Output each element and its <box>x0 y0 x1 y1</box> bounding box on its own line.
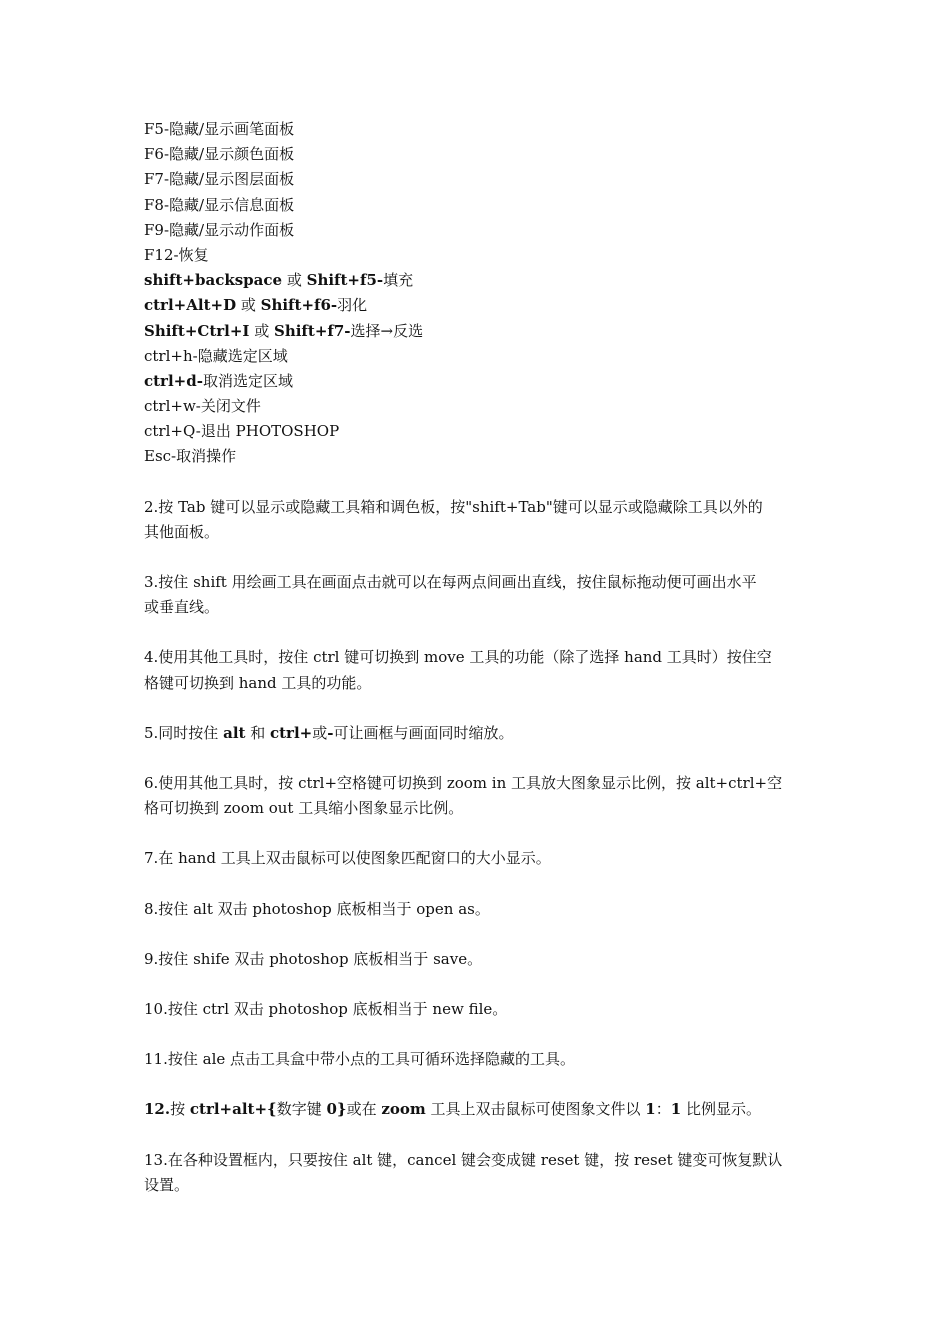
bold-text: Shift+f5- <box>306 271 384 290</box>
text-run: 或 <box>282 271 307 290</box>
shortcut-line <box>144 444 809 469</box>
text-run: F6-隐藏/显示颜色面板 <box>144 145 295 164</box>
text-run: F8-隐藏/显示信息面板 <box>144 195 295 214</box>
text-run: 7.在 hand 工具上双击鼠标可以使图象匹配窗口的大小显示。 <box>144 849 551 868</box>
text-run: 取消选定区域 <box>202 371 293 390</box>
text-run: 格键可切换到 hand 工具的功能。 <box>144 673 372 692</box>
text-run: 工具上双击鼠标可使图象文件以 <box>425 1100 646 1119</box>
text-run: 或 <box>312 723 328 742</box>
text-run: F9-隐藏/显示动作面板 <box>144 220 295 239</box>
tip-paragraph <box>144 495 809 545</box>
text-run: 羽化 <box>337 296 368 315</box>
shortcut-line <box>144 394 809 419</box>
shortcut-line <box>144 344 809 369</box>
tip-paragraph <box>144 645 809 695</box>
shortcut-line <box>144 419 809 444</box>
tip-paragraph <box>144 1097 809 1122</box>
tip-line <box>144 1173 809 1198</box>
text-run: F7-隐藏/显示图层面板 <box>144 170 295 189</box>
tip-line <box>144 947 809 972</box>
text-run: F5-隐藏/显示画笔面板 <box>144 120 295 138</box>
shortcut-line <box>144 218 809 243</box>
text-run: 或垂直线。 <box>144 598 220 617</box>
tip-line <box>144 570 809 595</box>
shortcut-line <box>144 268 809 293</box>
tip-line <box>144 1097 809 1122</box>
text-run: 选择→反选 <box>350 321 424 340</box>
tip-paragraph <box>144 771 809 821</box>
text-run: ： <box>655 1100 671 1119</box>
tips-list <box>144 495 809 1198</box>
tip-line <box>144 520 809 545</box>
tip-paragraph <box>144 947 809 972</box>
bold-text: ctrl+Alt+D <box>144 296 237 315</box>
text-run: 或 <box>236 296 261 315</box>
bold-text: alt <box>223 723 246 742</box>
shortcut-line <box>144 193 809 218</box>
bold-text: 1 <box>670 1100 682 1119</box>
bold-text: - <box>327 723 334 742</box>
text-run: 数字键 <box>276 1100 327 1119</box>
text-run: 2.按 Tab 键可以显示或隐藏工具箱和调色板，按"shift+Tab"键可以显示或隐藏除工具以外的 <box>144 497 763 516</box>
bold-text: Shift+Ctrl+I <box>144 321 250 340</box>
tip-line <box>144 495 809 520</box>
text-run: ctrl+w-关闭文件 <box>144 397 261 416</box>
shortcut-line <box>144 369 809 394</box>
tip-paragraph <box>144 721 809 746</box>
bold-text: 12. <box>144 1100 171 1119</box>
bold-text: ctrl+alt+{ <box>189 1100 277 1119</box>
shortcut-line <box>144 293 809 318</box>
tip-line <box>144 645 809 670</box>
text-run: 13.在各种设置框内，只要按住 alt 键，cancel 键会变成键 reset 键，按 reset 键变可恢复默认 <box>144 1150 783 1169</box>
shortcut-list <box>144 117 809 470</box>
text-run: 3.按住 shift 用绘画工具在画面点击就可以在每两点间画出直线，按住鼠标拖动便可画出水平 <box>144 573 757 592</box>
text-run: 4.使用其他工具时，按住 ctrl 键可切换到 move 工具的功能（除了选择 hand 工具时）按住空 <box>144 648 772 667</box>
text-run: 11.按住 ale 点击工具盒中带小点的工具可循环选择隐藏的工具。 <box>144 1050 576 1069</box>
text-run: 设置。 <box>144 1175 190 1194</box>
text-run: 比例显示。 <box>681 1100 761 1119</box>
shortcut-line <box>144 243 809 268</box>
shortcut-line <box>144 319 809 344</box>
text-run: 可让画框与画面同时缩放。 <box>333 723 514 742</box>
bold-text: ctrl+d- <box>144 371 203 390</box>
tip-paragraph <box>144 1047 809 1072</box>
tip-line <box>144 1047 809 1072</box>
document-body <box>144 117 809 1198</box>
text-run: 5.同时按住 <box>144 723 224 742</box>
bold-text: 1 <box>645 1100 656 1119</box>
text-run: F12-恢复 <box>144 245 209 264</box>
bold-text: Shift+f6- <box>260 296 338 315</box>
tip-paragraph <box>144 997 809 1022</box>
text-run: 10.按住 ctrl 双击 photoshop 底板相当于 new file。 <box>144 1000 508 1019</box>
tip-line <box>144 846 809 871</box>
text-run: 其他面板。 <box>144 522 220 541</box>
tip-paragraph <box>144 1148 809 1198</box>
tip-paragraph <box>144 897 809 922</box>
text-run: 或在 <box>346 1100 382 1119</box>
bold-text: Shift+f7- <box>274 321 351 340</box>
shortcut-line <box>144 142 809 167</box>
text-run: 格可切换到 zoom out 工具缩小图象显示比例。 <box>144 799 464 818</box>
shortcut-line <box>144 167 809 192</box>
text-run: 按 <box>170 1100 190 1119</box>
tip-line <box>144 796 809 821</box>
text-run: 或 <box>249 321 274 340</box>
bold-text: zoom <box>381 1100 426 1119</box>
tip-line <box>144 897 809 922</box>
tip-line <box>144 997 809 1022</box>
tip-line <box>144 771 809 796</box>
tip-line <box>144 721 809 746</box>
text-run: ctrl+h-隐藏选定区域 <box>144 346 288 365</box>
text-run: 9.按住 shife 双击 photoshop 底板相当于 save。 <box>144 949 483 968</box>
tip-line <box>144 671 809 696</box>
tip-paragraph <box>144 846 809 871</box>
text-run: 填充 <box>383 271 414 290</box>
text-run: ctrl+Q-退出 PHOTOSHOP <box>144 422 340 441</box>
text-run: Esc-取消操作 <box>144 447 237 466</box>
text-run: 和 <box>245 723 270 742</box>
tip-paragraph <box>144 570 809 620</box>
bold-text: ctrl+ <box>270 723 313 742</box>
tip-line <box>144 1148 809 1173</box>
bold-text: shift+backspace <box>144 271 283 290</box>
bold-text: 0} <box>326 1100 347 1119</box>
shortcut-line <box>144 117 809 142</box>
text-run: 8.按住 alt 双击 photoshop 底板相当于 open as。 <box>144 899 490 918</box>
tip-line <box>144 595 809 620</box>
text-run: 6.使用其他工具时，按 ctrl+空格键可切换到 zoom in 工具放大图象显示比例，按 alt+ctrl+空 <box>144 774 783 793</box>
